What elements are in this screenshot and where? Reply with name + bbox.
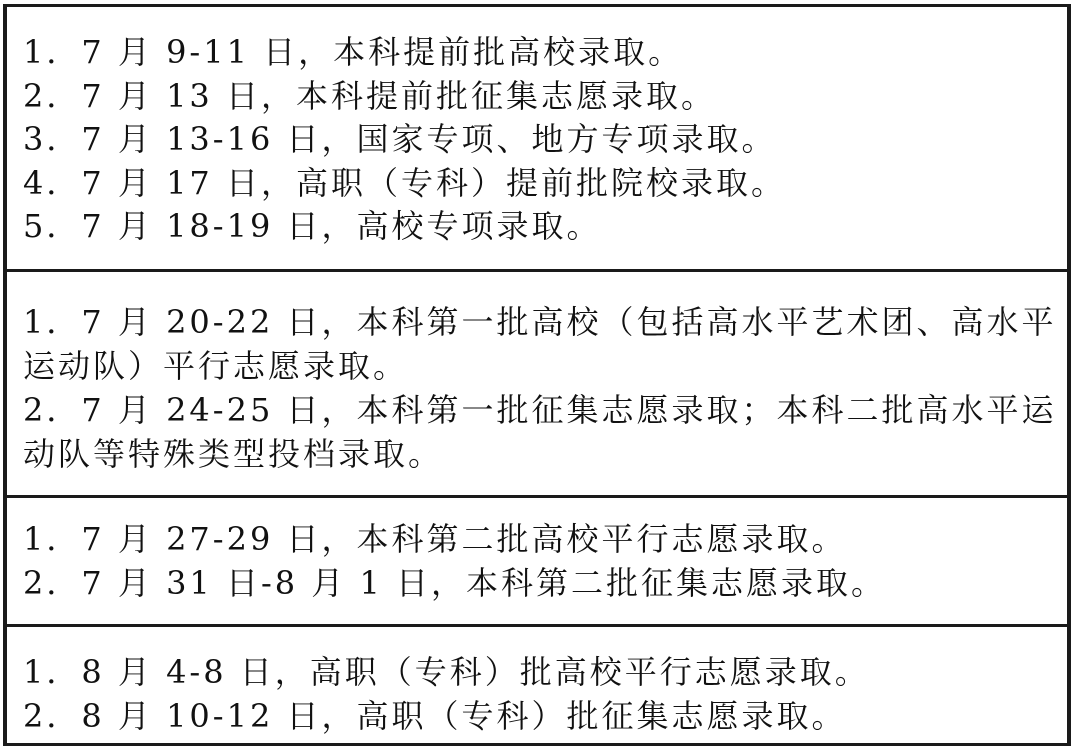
schedule-line: 运动队）平行志愿录取。	[23, 347, 409, 385]
schedule-cell-first-batch	[7, 269, 1067, 495]
admission-schedule-table	[3, 4, 1071, 746]
schedule-line: 2．8 月 10-12 日，高职（专科）批征集志愿录取。	[23, 696, 847, 735]
schedule-cell-second-batch	[7, 495, 1067, 624]
schedule-line: 4．7 月 17 日，高职（专科）提前批院校录取。	[23, 163, 786, 202]
schedule-line: 动队等特殊类型投档录取。	[23, 435, 444, 473]
schedule-cell-early-batch	[7, 7, 1067, 269]
schedule-line: 1．7 月 9-11 日，本科提前批高校录取。	[23, 33, 684, 71]
schedule-line: 2．7 月 13 日，本科提前批征集志愿录取。	[23, 76, 716, 115]
schedule-line: 2．7 月 24-25 日，本科第一批征集志愿录取；本科二批高水平运	[23, 391, 1057, 429]
schedule-line: 1．7 月 27-29 日，本科第二批高校平行志愿录取。	[23, 520, 847, 558]
schedule-cell-vocational-batch	[7, 624, 1067, 746]
schedule-line: 3．7 月 13-16 日，国家专项、地方专项录取。	[23, 120, 777, 158]
schedule-line: 2．7 月 31 日-8 月 1 日，本科第二批征集志愿录取。	[23, 563, 887, 602]
schedule-line: 5．7 月 18-19 日，高校专项录取。	[23, 207, 602, 245]
schedule-line: 1．7 月 20-22 日，本科第一批高校（包括高水平艺术团、高水平	[23, 303, 1057, 341]
schedule-line: 1．8 月 4-8 日，高职（专科）批高校平行志愿录取。	[23, 653, 870, 691]
